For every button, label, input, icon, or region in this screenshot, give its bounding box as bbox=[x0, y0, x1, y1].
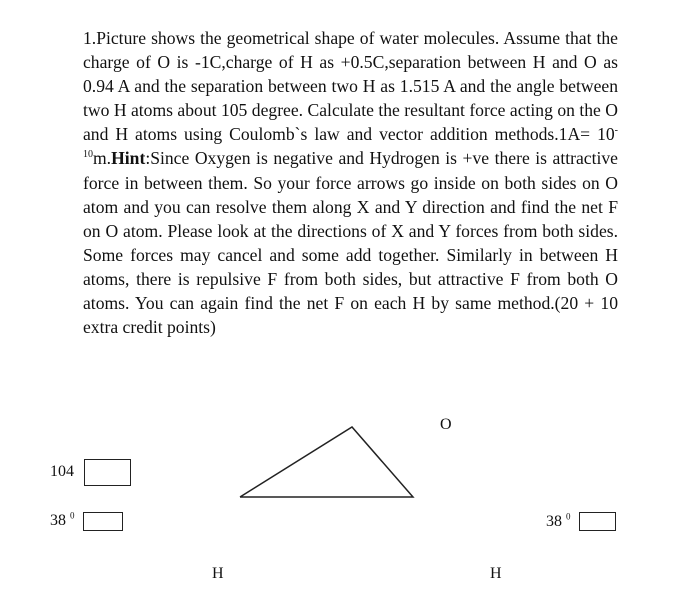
answer-box-top[interactable] bbox=[84, 459, 131, 486]
degree-symbol-left: 0 bbox=[70, 510, 75, 521]
answer-box-right[interactable] bbox=[579, 512, 616, 531]
question-part2: :Since Oxygen is negative and Hydrogen is +ve there is attractive force in between them. So your force arrows go inside on both sides on O atom and you can resolve them along X and Y direction and find the net F on O atom. Please look at the directions of X and Y forces from both sides. Some forces may cancel and some add together. Similarly in between H atoms, there is repulsive F from both sides, but attractive F from both O atoms. You can again find the net F on each H by same method.(20 + 10 extra credit points) bbox=[83, 148, 618, 338]
question-part1: 1.Picture shows the geometrical shape of water molecules. Assume that the charge of O is -1C,charge of H as +0.5C,separation between H and O as 0.94 A and the separation between two H as 1.515 A and the angle between two H atoms about 105 degree. Calculate the resultant force acting on the O and H atoms using Coulomb`s law and vector addition methods.1A= 10 bbox=[83, 28, 618, 145]
exponent: -10 bbox=[83, 125, 618, 161]
oxygen-label: O bbox=[440, 416, 452, 433]
angle-right-label: 38 $^0$ bbox=[546, 511, 571, 530]
degree-symbol-right: 0 bbox=[566, 511, 571, 522]
hydrogen-left-label: H bbox=[212, 565, 224, 582]
hydrogen-right-label: H bbox=[490, 565, 502, 582]
hint-label: Hint bbox=[111, 148, 146, 169]
angle-top-label: 104 bbox=[50, 463, 74, 480]
answer-box-left[interactable] bbox=[83, 512, 123, 531]
angle-left-label: 38 $^0$ bbox=[50, 510, 75, 529]
unit: m. bbox=[93, 148, 112, 169]
molecule-triangle bbox=[240, 427, 413, 497]
